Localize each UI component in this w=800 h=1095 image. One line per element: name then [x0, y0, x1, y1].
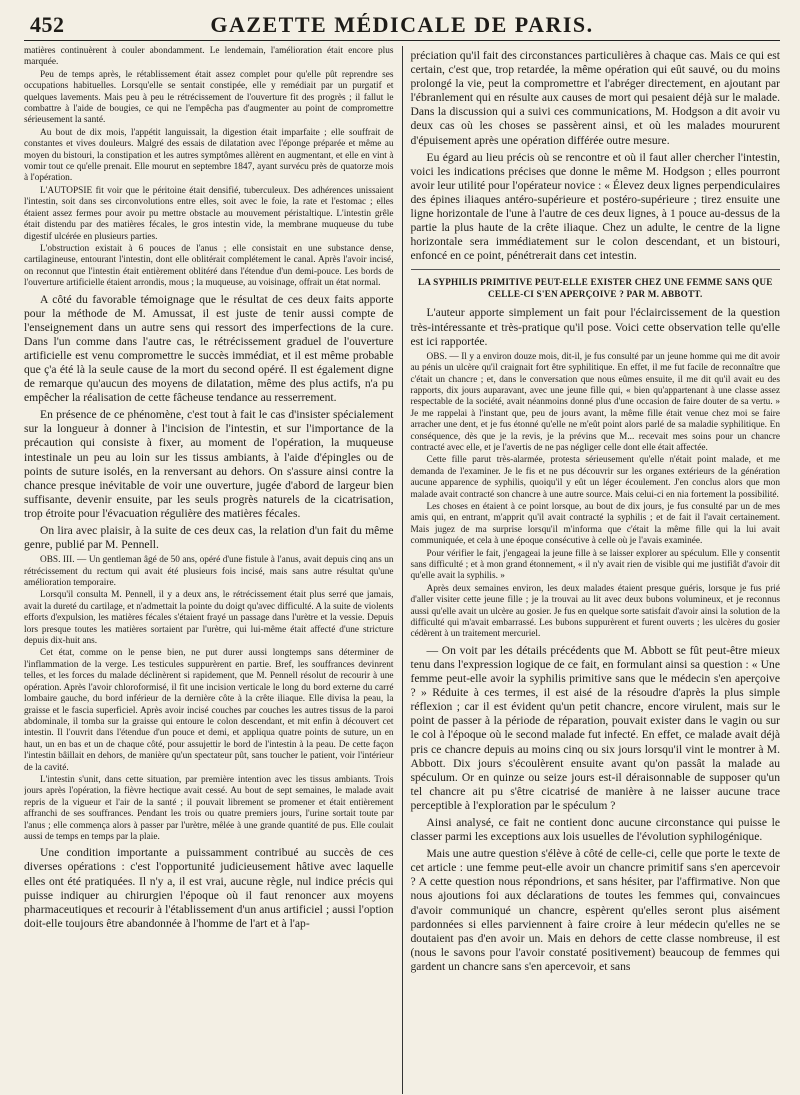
- left-column: [24, 46, 402, 1094]
- right-column: [402, 46, 781, 1094]
- paragraph: L'intestin s'unit, dans cette situation, par première intention avec les tissus ambiants. Trois jours après l'opération, la fièvre hectique avait cessé. Au bout de sept semaines, le malade avait repris de la vigueur et l'air de la santé ; il pouvait librement se promener et était entièrement affranchi de ses souffrances. Pendant les trois ou quatre premiers jours, l'urine sortait toute par l'anus ; elle commença alors à passer par l'urètre, mêlée à une grande quantité de pus. Elle coulait aussi de temps en temps par la plaie.: [24, 774, 394, 842]
- observation-paragraph: OBS. III. — Un gentleman âgé de 50 ans, opéré d'une fistule à l'anus, avait depuis cinq ans un rétrécissement du rectum qui avait été plusieurs fois incisé, mais sans autre résultat qu'une amélioration temporaire.: [24, 555, 394, 589]
- section-divider: [411, 269, 781, 270]
- page-number: 452: [30, 12, 65, 37]
- paragraph: Mais une autre question s'élève à côté de celle-ci, celle que porte le texte de cet article : une femme peut-elle avoir un chancre primitif sans s'en apercevoir ? A cette question nous répondrions, et sans hésiter, par l'affirmative. Non que nous ajoutions foi aux déclarations de toutes les femmes qui, convaincues d'avoir communiqué un chancre, espèrent qu'elles seront plus aisément pardonnées si elles parviennent à faire croire à leur médecin qu'elles ne se doutaient pas d'en avoir un. Mais en dehors de cette classe nombreuse, il est (nous le savons pour l'avoir constaté positivement) beaucoup de femmes qui gardent un chancre sans s'en apercevoir, et sans: [410, 847, 780, 973]
- page-header: [24, 10, 780, 41]
- paragraph: Eu égard au lieu précis où se rencontre et où il faut aller chercher l'intestin, voici les indications précises que donne le même M. Hodgson ; elles pourront avoir leur utilité pour l'opérateur novice : « Élevez deux lignes perpendiculaires des épines iliaques antéro-supérieure et postéro-supérieure ; tirez ensuite une ligne horizontale de l'une à l'autre de ces deux lignes, à 1 pouce au-dessus de la partie la plus haute de la crête iliaque. Chez un adulte, le centre de la ligne horizontale sera immédiatement sur le colon descendant, et un bistouri, enfoncé en ce point, pénétrerait dans cet intestin.: [410, 150, 780, 263]
- paragraph: On lira avec plaisir, à la suite de ces deux cas, la relation d'un fait du même genre, publié par M. Pennell.: [24, 524, 394, 552]
- paragraph: Une condition importante a puissamment contribué au succès de ces diverses opérations : c'est l'opportunité judicieusement hâtive avec laquelle elles ont été pratiquées. Il n'y a, il est vrai, aucune règle, nul indice précis qui puisse indiquer au chirurgien l'époque où il faut renoncer aux moyens pharmaceutiques et recourir à l'établissement d'un anus artificiel ; aussi l'option doit-elle toujours être abandonnée à l'homme de l'art et à l'ap-: [24, 846, 394, 930]
- paragraph: Cet état, comme on le pense bien, ne put durer aussi longtemps sans déterminer de l'inflammation de la verge. Les testicules suppurèrent en partie. Bref, les souffrances devinrent telles, et les forces du malade déclinèrent si rapidement, que M. Pennell résolut de recourir à une opération. Après l'avoir chloroformisé, il fit une incision verticale le long du bord externe du carré lombaire gauche, du bord inférieur de la dernière côte à la crête iliaque. Elle divisa la peau, la graisse et le fascia superficiel. Après avoir incisé couches par couches les autres tissus de la paroi abdominale, il tomba sur la graisse qui entoure le colon descendant, et mit enfin à découvert cet intestin. Il l'ouvrit dans l'étendue d'un pouce et demi, et appliqua quatre points de suture, un en haut, un en bas et un de chaque côté, pour assujettir le bord de l'intestin à la peau. De cette façon l'intestin bâillait en dehors, de manière qu'un spectateur pût, sans toucher le patient, voir l'intérieur de la cavité.: [24, 648, 394, 773]
- paragraph: matières continuèrent à couler abondamment. Le lendemain, l'amélioration était encore plus marquée.: [24, 46, 394, 68]
- paragraph: L'auteur apporte simplement un fait pour l'éclaircissement de la question très-intéressante et très-pratique qu'il pose. Voici cette observation telle qu'elle est ici rapportée.: [410, 306, 780, 348]
- article-heading: LA SYPHILIS PRIMITIVE PEUT-ELLE EXISTER CHEZ UNE FEMME SANS QUE CELLE-CI S'EN APERÇOIVE ? PAR M. ABBOTT.: [417, 277, 773, 300]
- two-column-body: [24, 46, 780, 1094]
- paragraph: L'AUTOPSIE fit voir que le péritoine était densifié, tuberculeux. Des adhérences unissaient l'intestin, soit dans ses circonvolutions entre elles, soit avec le foie, la rate et l'estomac ; elles étaient assez fermes pour avoir pu mettre obstacle au mouvement péristaltique. L'intestin grêle était distendu par des matières fécales, le gros intestin vide, la membrane muqueuse du tube digestif ulcérée en plusieurs parties.: [24, 185, 394, 242]
- paragraph: Après deux semaines environ, les deux malades étaient presque guéris, lorsque je fus prié d'aller visiter cette jeune fille ; je la trouvai au lit avec deux bubons volumineux, et je reconnus aussi qu'elle avait un ulcère au gosier. Je fus en quelque sorte satisfait d'avoir ainsi la solution de la difficulté qui m'avait embarrassé. Les bubons suppurèrent et furent ouverts ; les ulcères du gosier cédèrent à un traitement mercuriel.: [410, 583, 780, 640]
- paragraph: préciation qu'il fait des circonstances particulières à chaque cas. Mais ce qui est certain, c'est que, trop retardée, la même opération qui eût sauvé, ou du moins prolongé la vie, peut la compromettre et l'abréger directement, en ajoutant par l'ébranlement qui en résulte aux causes de mort qui pesaient déjà sur le malade. Dans la discussion qui a suivi ces communications, M. Hodgson a dit avoir vu deux cas où les choses se passèrent ainsi, et où les malades moururent d'épuisement après une opération différée outre mesure.: [410, 49, 780, 147]
- paragraph: Cette fille parut très-alarmée, protesta sérieusement qu'elle n'était point malade, et me demanda de l'examiner. Je le fis et ne pus découvrir sur les organes extérieurs de la génération aucune apparence de syphilis, quoiqu'il y eût un léger écoulement. J'en conclus alors que mon malade avait contracté son chancre à une autre source. Mais celui-ci en nia fortement la possibilité.: [410, 455, 780, 500]
- paragraph: Lorsqu'il consulta M. Pennell, il y a deux ans, le rétrécissement était plus serré que jamais, avait la dureté du cartilage, et n'admettait la pointe du doigt qu'avec difficulté. A la suite de violents efforts d'expulsion, les matières fécales s'étaient frayé un passage dans l'urètre et la vessie. Depuis lors presque toutes les matières sortaient par l'urètre, qui lui-même était affecté d'une stricture depuis dix-huit ans.: [24, 590, 394, 647]
- observation-paragraph: OBS. — Il y a environ douze mois, dit-il, je fus consulté par un jeune homme qui me dit avoir au pénis un ulcère qu'il craignait fort être syphilitique. En effet, il me fut facile de reconnaître que c'était un chancre ; et, dans le conversation que nous eûmes ensuite, il me dit qu'il avait eu des rapports, dix jours auparavant, avec une jeune fille qui, « bien qu'appartenant à une classe assez respectable de la société, avait néanmoins donné plus d'une occasion de faire douter de sa vertu. » Je me rappelai à l'instant que, peu de jours avant, la même fille était venue chez moi se faire arracher une dent, et je fus étonné qu'elle ne m'eût point alors parlé de sa maladie syphilitique. En conséquence, dès que je la revis, je la prévins que M... recevait mes soins pour un chancre contracté avec elle, et je l'avertis de ne pas négliger celle dont elle était affectée.: [410, 351, 780, 453]
- paragraph: Au bout de dix mois, l'appétit languissait, la digestion était imparfaite ; elle souffrait de constantes et vives douleurs. Malgré des essais de dilatation avec l'éponge préparée et même au moyen du bistouri, la constipation et les autres symptômes allèrent en augmentant, et elle en vint à vomir tout ce qu'elle prenait. Elle mourut en septembre 1847, ayant survécu près de quatorze mois à l'opération.: [24, 127, 394, 184]
- paragraph: L'obstruction existait à 6 pouces de l'anus ; elle consistait en une substance dense, cartilagineuse, entourant l'intestin, dont elle oblitérait complétement le canal. Après l'avoir incisé, on reconnut que l'intestin était entièrement oblitéré dans l'étendue d'un demi-pouce. Les bords de l'ouverture artificielle étaient arrondis, mous ; la muqueuse, au voisinage, offrait un état normal.: [24, 243, 394, 289]
- paragraph: Peu de temps après, le rétablissement était assez complet pour qu'elle pût reprendre ses occupations habituelles. Lorsqu'elle se sentait constipée, elle y remédiait par un purgatif et quelques lavements. Mais peu à peu le rétrécissement de l'ouverture fit des progrès ; il fallut le combattre à l'aide de bougies, ce qui ne l'empêcha pas d'augmenter au point de compromettre sérieusement la santé.: [24, 69, 394, 126]
- paragraph: Les choses en étaient à ce point lorsque, au bout de dix jours, je fus consulté par un de mes amis qui, en entrant, m'apprit qu'il avait contracté la syphilis ; et de fait il l'avait certainement. Mais jugez de ma surprise lorsqu'il m'informa que c'était la même fille qui la lui avait communiquée, et cela à une époque consécutive à celle où je l'avais examinée.: [410, 501, 780, 547]
- paragraph: Pour vérifier le fait, j'engageai la jeune fille à se laisser explorer au spéculum. Elle y consentit sans difficulté ; et à mon grand étonnement, « il n'y avait rien de visible qui me justifiât d'avoir dit qu'elle avait la syphilis. »: [410, 548, 780, 582]
- journal-title: GAZETTE MÉDICALE DE PARIS.: [210, 12, 594, 37]
- paragraph: En présence de ce phénomène, c'est tout à fait le cas d'insister spécialement sur la longueur à donner à l'incision de l'intestin, et sur l'importance de la précaution qui consiste à fixer, au moment de l'opération, la muqueuse intestinale un peu au loin sur les tissus ambiants, à l'aide d'épingles ou de points de suture isolés, en la renversant au dehors. On s'assure ainsi contre la chance presque inévitable de voir une ouverture, jugée d'abord de largeur bien suffisante, devenir ensuite, par les seuls progrès naturels de la cicatrisation, trop étroite pour l'évacuation régulière des matières fécales.: [24, 408, 394, 520]
- paragraph: — On voit par les détails précédents que M. Abbott se fût peut-être mieux tenu dans l'expression logique de ce fait, en formulant ainsi sa question : « Une femme peut-elle avoir la syphilis primitive sans que le médecin s'en aperçoive ? » Réduite à ces termes, il est aisé de la résoudre d'après la plus simple réflexion ; car il est évident qu'un petit chancre, encore virulent, mais sur le point de passer à la période de réparation, pouvait exister dans le vagin ou sur le col à l'époque où le second malade fut infecté. En effet, ce malade avait déjà pris ce chancre depuis au moins cinq ou six jours lorsqu'il vint le montrer à M. Abbott. Dix jours s'écoulèrent ensuite avant qu'on passât la malade au spéculum. Or en quinze ou seize jours est-il déraisonnable de supposer qu'un tel chancre ait pu s'être cicatrisé de manière à ne laisser aucune trace perceptible à l'exploration par le spéculum ?: [410, 643, 780, 812]
- paragraph: Ainsi analysé, ce fait ne contient donc aucune circonstance qui puisse le classer parmi les exceptions aux lois usuelles de l'évolution syphilogénique.: [410, 815, 780, 844]
- paragraph: A côté du favorable témoignage que le résultat de ces deux faits apporte pour la méthode de M. Amussat, il est juste de tenir aussi compte de l'enseignement dans un autre sens qui ressort des imperfections de la cure. Dans l'un comme dans l'autre cas, le rétrécissement graduel de l'ouverture artificielle est venu compromettre le succès immédiat, et il est même probable que ç'a été là la seule cause de la mort du second opéré. Il est également digne de remarque qu'aucun des moyens de dilatation, même des plus actifs, n'a pu empêcher la réalisation de cette fâcheuse tendance au resserrement.: [24, 292, 394, 405]
